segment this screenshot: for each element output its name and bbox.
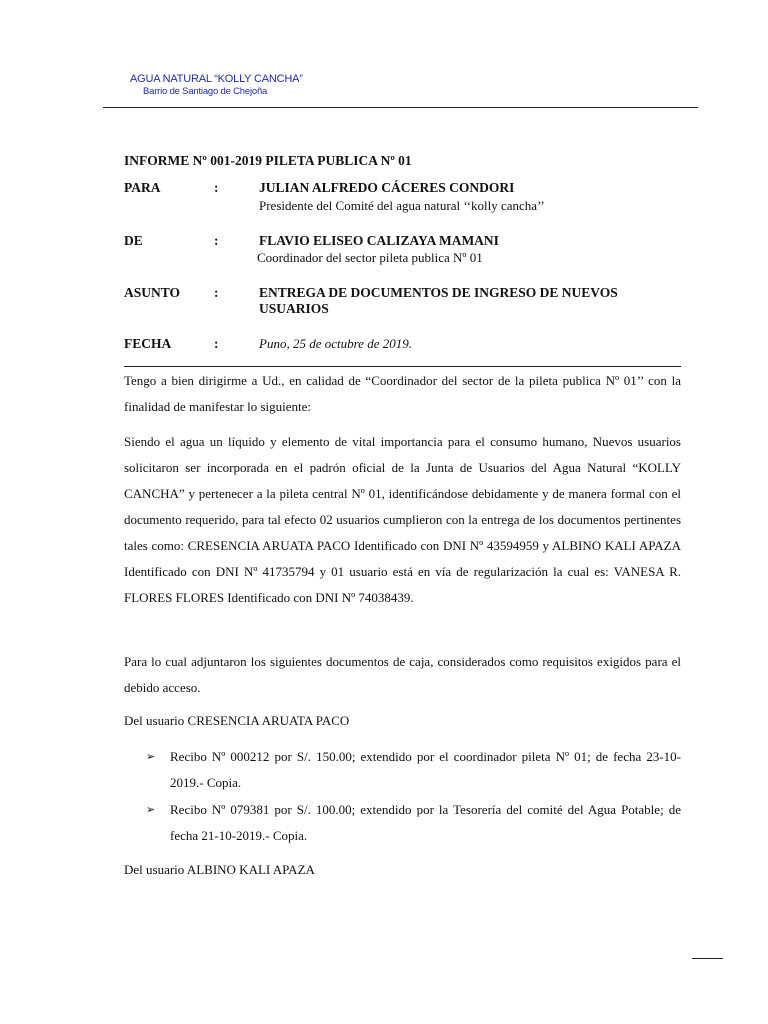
header-divider (103, 107, 698, 108)
arrow-bullet-icon: ➢ (146, 751, 156, 763)
receipt-text: Recibo Nº 000212 por S/. 150.00; extendido por el coordinador pileta Nº 01; de fecha 23-10-2019.- Copia. (170, 749, 681, 790)
report-title: INFORME Nº 001-2019 PILETA PUBLICA Nº 01 (124, 153, 412, 168)
de-label: DE (124, 233, 143, 248)
para-name: JULIAN ALFREDO CÁCERES CONDORI (259, 180, 515, 195)
receipt-text: Recibo Nº 079381 por S/. 100.00; extendido por la Tesorería del comité del Agua Potable; de fecha 21-10-2019.- Copia. (170, 802, 681, 843)
fecha-colon: : (214, 336, 219, 351)
section-divider (124, 366, 681, 367)
receipt-item (146, 797, 681, 849)
fecha-value: Puno, 25 de octubre de 2019. (259, 336, 412, 351)
paragraph-intro: Tengo a bien dirigirme a Ud., en calidad de “Coordinador del sector de la pileta publica Nº 01’’ con la finalidad de manifestar lo siguiente: (124, 373, 681, 414)
de-role: Coordinador del sector pileta publica Nº 01 (257, 250, 483, 265)
para-label: PARA (124, 180, 161, 195)
de-name: FLAVIO ELISEO CALIZAYA MAMANI (259, 233, 499, 248)
para-colon: : (214, 180, 219, 195)
asunto-label: ASUNTO (124, 285, 181, 300)
organization-name: AGUA NATURAL “KOLLY CANCHA” (130, 73, 303, 85)
asunto-line-2: USUARIOS (259, 301, 329, 316)
fecha-label: FECHA (124, 336, 172, 351)
asunto-line-1: ENTREGA DE DOCUMENTOS DE INGRESO DE NUEVOS (259, 285, 618, 300)
user-1-heading: Del usuario CRESENCIA ARUATA PACO (124, 713, 350, 728)
receipt-item (146, 744, 681, 796)
de-colon: : (214, 233, 219, 248)
asunto-colon: : (214, 285, 219, 300)
user-2-heading: Del usuario ALBINO KALI APAZA (124, 862, 315, 877)
arrow-bullet-icon: ➢ (146, 804, 156, 816)
paragraph-main: Siendo el agua un líquido y elemento de vital importancia para el consumo humano, Nuevos usuarios solicitaron ser incorporada en el padrón oficial de la Junta de Usuarios del Agua Natural “KOLLY CANCHA” y pertenecer a la pileta central Nº 01, identificándose debidamente y de manera formal con el documento requerido, para tal efecto 02 usuarios cumplieron con la entrega de los documentos pertinentes tales como: CRESENCIA ARUATA PACO Identificado con DNI Nº 43594959 y ALBINO KALI APAZA Identificado con DNI Nº 41735794 y 01 usuario está en vía de regularización la cual es: VANESA R. FLORES FLORES Identificado con DNI Nº 74038439. (124, 434, 681, 605)
para-role: Presidente del Comité del agua natural ‘‘kolly cancha’’ (259, 198, 545, 213)
footer-mark (692, 958, 723, 959)
paragraph-attachments: Para lo cual adjuntaron los siguientes documentos de caja, considerados como requisitos exigidos para el debido acceso. (124, 654, 681, 695)
organization-subtitle: Barrio de Santiago de Chejoña (143, 86, 268, 97)
